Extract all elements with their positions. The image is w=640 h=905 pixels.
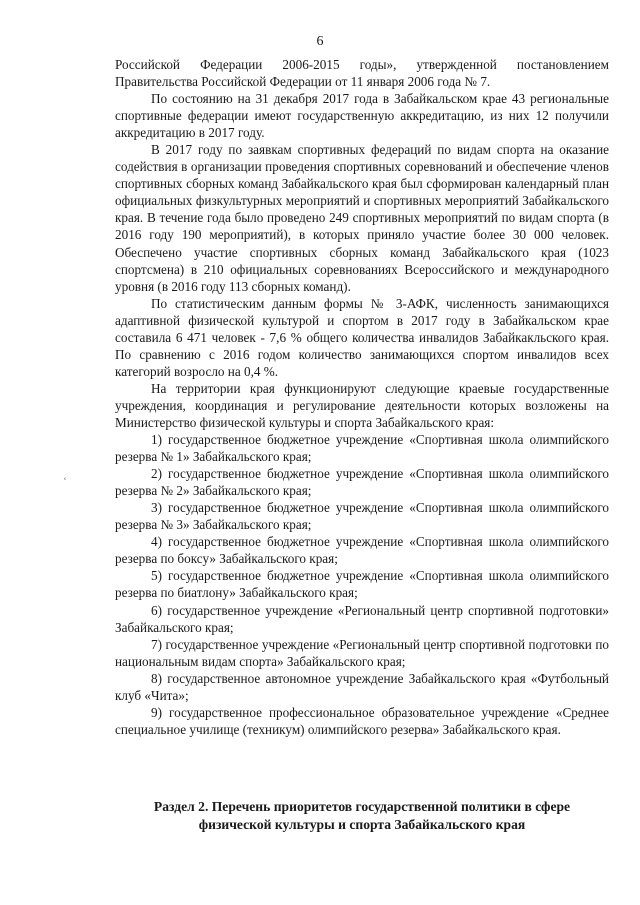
paragraph-institutions-intro: На территории края функционируют следующие краевые государственные учреждения, координация и регулирование деятельности которых возложены на Министерство физической культуры и спорта Забайкальского края: bbox=[115, 380, 609, 430]
scan-artifact-mark: ʿ bbox=[63, 475, 67, 489]
paragraph-continuation: Российской Федерации 2006-2015 годы», утвержденной постановлением Правительства Российской Федерации от 11 января 2006 года № 7. bbox=[115, 57, 609, 90]
list-item: 4) государственное бюджетное учреждение «Спортивная школа олимпийского резерва по боксу» Забайкальского края; bbox=[115, 534, 609, 567]
list-item: 7) государственное учреждение «Региональный центр спортивной подготовки по национальным видам спорта» Забайкальского края; bbox=[115, 636, 609, 669]
list-item: 1) государственное бюджетное учреждение «Спортивная школа олимпийского резерва № 1» Забайкальского края; bbox=[115, 432, 609, 465]
body-text bbox=[115, 56, 609, 738]
list-item: 2) государственное бюджетное учреждение «Спортивная школа олимпийского резерва № 2» Забайкальского края; bbox=[115, 466, 609, 499]
list-item: 8) государственное автономное учреждение Забайкальского края «Футбольный клуб «Чита»; bbox=[115, 670, 609, 703]
list-item: 6) государственное учреждение «Региональный центр спортивной подготовки» Забайкальского края; bbox=[115, 602, 609, 635]
section-heading bbox=[115, 798, 609, 834]
section-heading-line-1: Раздел 2. Перечень приоритетов государственной политики в сфере bbox=[153, 799, 571, 814]
section-heading-line-2: физической культуры и спорта Забайкальского края bbox=[198, 817, 526, 832]
paragraph-adaptive-sports: По статистическим данным формы № 3-АФК, численность занимающихся адаптивной физической культурой и спортом в 2017 году в Забайкальском крае составила 6 471 человек - 7,6 % общего количества инвалидов Забайкакльского края. По сравнению с 2016 годом количество занимающихся спортом инвалидов всех категорий возросло на 0,4 %. bbox=[115, 295, 609, 379]
list-item: 9) государственное профессиональное образовательное учреждение «Среднее специальное училище (техникум) олимпийского резерва» Забайкальского края. bbox=[115, 704, 609, 737]
paragraph-sports-events: В 2017 году по заявкам спортивных федераций по видам спорта на оказание содействия в организации проведения спортивных соревнований и обеспечение членов спортивных сборных команд Забайкальского края был сформирован календарный план официальных физкультурных мероприятий и спортивных мероприятий Забайкальского края. В течение года было проведено 249 спортивных мероприятий по видам спорта (в 2016 году 190 мероприятий), в которых приняло участие более 30 000 человек. Обеспечено участие спортивных сборных команд Забайкальского края (1023 спортсмена) в 210 официальных соревнованиях Всероссийского и международного уровня (в 2016 году 113 сборных команд). bbox=[115, 142, 609, 294]
page-number: 6 bbox=[316, 34, 324, 49]
list-item: 3) государственное бюджетное учреждение «Спортивная школа олимпийского резерва № 3» Забайкальского края; bbox=[115, 500, 609, 533]
paragraph-federations-accreditation: По состоянию на 31 декабря 2017 года в Забайкальском крае 43 региональные спортивные федерации имеют государственную аккредитацию, из них 12 получили аккредитацию в 2017 году. bbox=[115, 91, 609, 141]
list-item: 5) государственное бюджетное учреждение «Спортивная школа олимпийского резерва по биатлону» Забайкальского края; bbox=[115, 568, 609, 601]
